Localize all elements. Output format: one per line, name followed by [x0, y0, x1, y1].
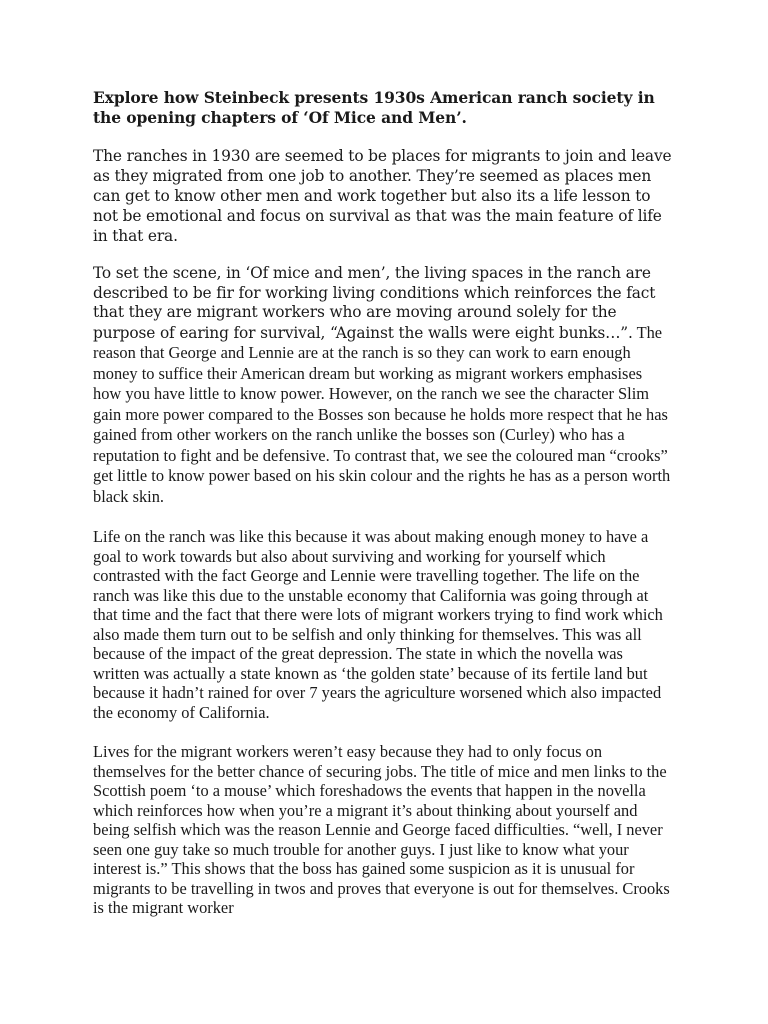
essay-title: Explore how Steinbeck presents 1930s American ranch society in the opening chapters of ‘Of Mice and Men’.	[93, 88, 655, 127]
paragraph-2-part-a: To set the scene, in ‘Of mice and men’, the living spaces in the ranch are described to be fir for working living conditions which reinforces the fact that they are migrant workers who are moving around solely for the purpose of earing for survival, “Against the walls were eight bunks…”.	[93, 264, 656, 342]
paragraph-2-part-b: The reason that George and Lennie are at the ranch is so they can work to earn enough money to suffice their American dream but working as migrant workers emphasises how you have little to know power. However, on the ranch we see the character Slim gain more power compared to the Bosses son because he holds more respect that he has gained from other workers on the ranch unlike the bosses son (Curley) who has a reputation to fight and be defensive. To contrast that, we see the coloured man “crooks” get little to know power based on his skin colour and the rights he has as a person worth black skin.	[93, 322, 671, 506]
paragraph-2	[93, 264, 672, 507]
paragraph-4: Lives for the migrant workers weren’t easy because they had to only focus on themselves for the better chance of securing jobs. The title of mice and men links to the Scottish poem ‘to a mouse’ which foreshadows the events that happen in the novella which reinforces how when you’re a migrant it’s about thinking about yourself and being selfish which was the reason Lennie and George faced difficulties. “well, I never seen one guy take so much trouble for another guys. I just like to know what your interest is.” This shows that the boss has gained some suspicion as it is unusual for migrants to be travelling in twos and proves that everyone is out for themselves. Crooks is the migrant worker	[93, 742, 670, 917]
paragraph-3: Life on the ranch was like this because it was about making enough money to have a goal to work towards but also about surviving and working for yourself which contrasted with the fact George and Lennie were travelling together. The life on the ranch was like this due to the unstable economy that California was going through at that time and the fact that there were lots of migrant workers trying to find work which also made them turn out to be selfish and only thinking for themselves. This was all because of the impact of the great depression. The state in which the novella was written was actually a state known as ‘the golden state’ because of its fertile land but because it hadn’t rained for over 7 years the agriculture worsened which also impacted the economy of California.	[93, 527, 663, 722]
paragraph-1: The ranches in 1930 are seemed to be places for migrants to join and leave as they migrated from one job to another. They’re seemed as places men can get to know other men and work together but also its a life lesson to not be emotional and focus on survival as that was the main feature of life in that era.	[93, 147, 672, 245]
